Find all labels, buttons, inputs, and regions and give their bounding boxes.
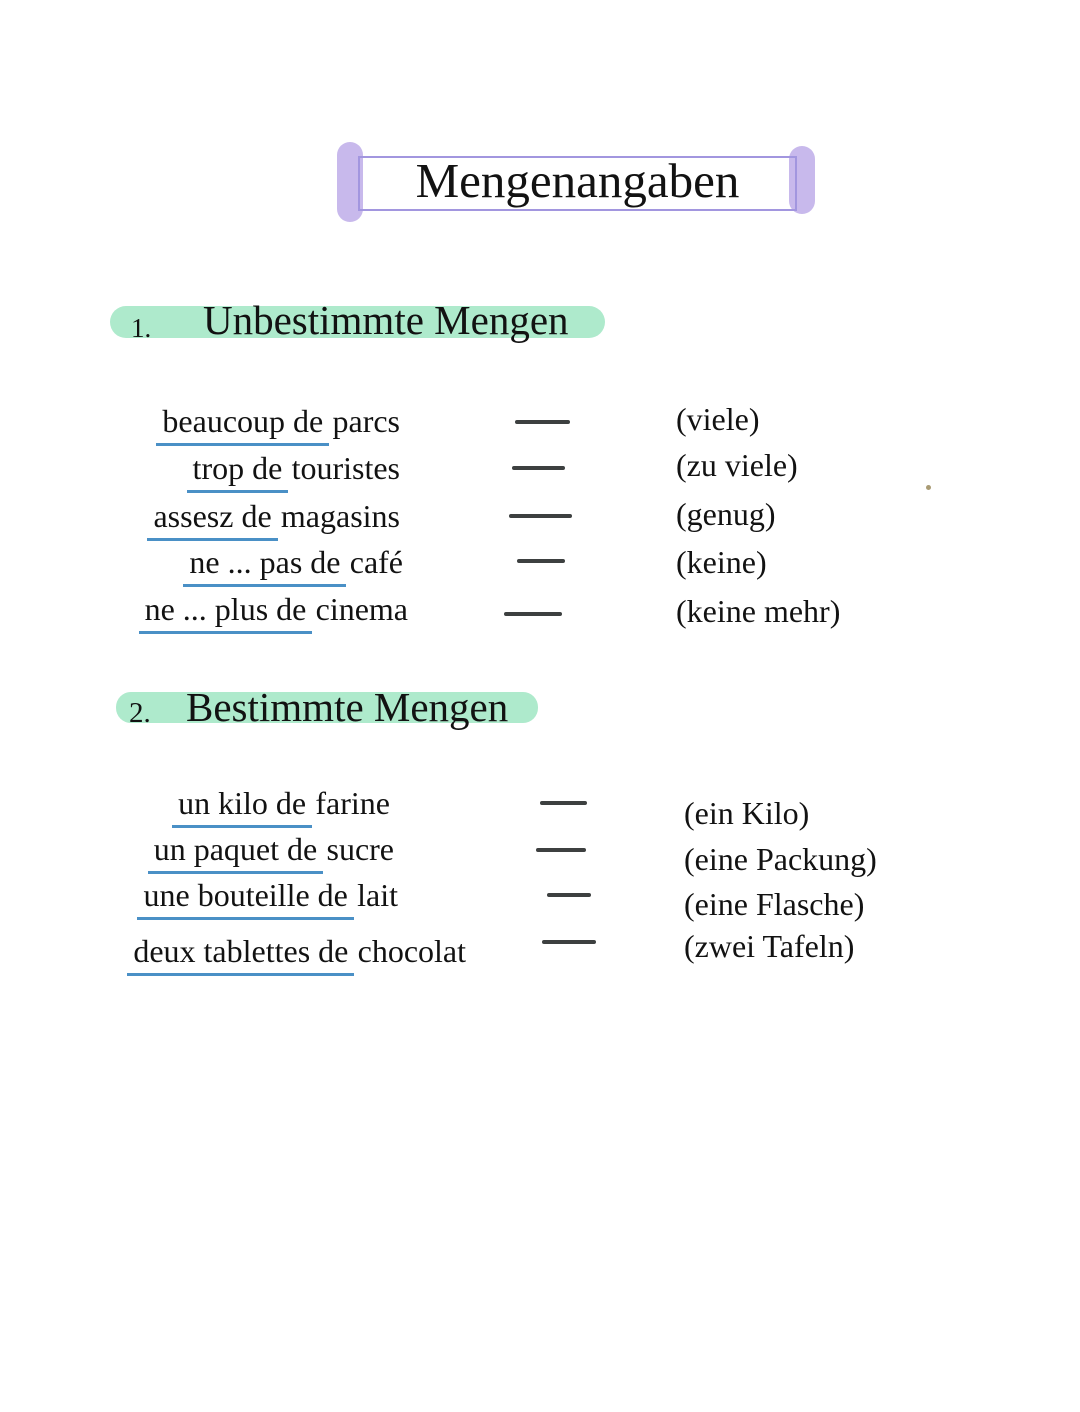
section-1-heading: Unbestimmte Mengen [203, 297, 569, 343]
section-2-number: 2. [129, 697, 151, 729]
phrase-remainder: cinema [315, 591, 408, 627]
phrase-remainder: café [349, 544, 403, 580]
german-translation: (zwei Tafeln) [684, 928, 855, 964]
page-title: Mengenangaben [415, 153, 740, 208]
french-phrase [154, 832, 394, 874]
german-translation: (keine mehr) [676, 593, 841, 629]
underlined-expression: assesz de [147, 499, 277, 541]
fill-in-dash [517, 559, 565, 563]
fill-in-dash [515, 420, 570, 424]
phrase-remainder: sucre [326, 831, 394, 867]
french-phrase [189, 545, 403, 587]
french-phrase [193, 451, 400, 493]
french-phrase [143, 878, 398, 920]
french-phrase [162, 404, 400, 446]
phrase-remainder: touristes [291, 450, 400, 486]
french-phrase [133, 934, 466, 976]
french-phrase [178, 786, 390, 828]
fill-in-dash [547, 893, 591, 897]
underlined-expression: un paquet de [148, 832, 324, 874]
german-translation: (eine Flasche) [684, 886, 865, 922]
phrase-remainder: farine [315, 785, 390, 821]
phrase-remainder: chocolat [357, 933, 466, 969]
fill-in-dash [504, 612, 562, 616]
section-1-number: 1. [131, 313, 152, 343]
german-translation: (keine) [676, 544, 767, 580]
underlined-expression: deux tablettes de [127, 934, 354, 976]
underlined-expression: un kilo de [172, 786, 312, 828]
stray-ink-dot [926, 485, 931, 490]
phrase-remainder: parcs [332, 403, 400, 439]
underlined-expression: une bouteille de [137, 878, 353, 920]
german-translation: (zu viele) [676, 447, 798, 483]
fill-in-dash [512, 466, 565, 470]
fill-in-dash [509, 514, 572, 518]
phrase-remainder: lait [357, 877, 398, 913]
french-phrase [145, 592, 408, 634]
phrase-remainder: magasins [280, 498, 400, 534]
german-translation: (genug) [676, 496, 776, 532]
fill-in-dash [542, 940, 596, 944]
underlined-expression: ne ... pas de [183, 545, 346, 587]
german-translation: (ein Kilo) [684, 795, 810, 831]
fill-in-dash [540, 801, 587, 805]
german-translation: (viele) [676, 401, 760, 437]
french-phrase [153, 499, 400, 541]
underlined-expression: beaucoup de [156, 404, 329, 446]
section-2-heading: Bestimmte Mengen [186, 684, 509, 730]
fill-in-dash [536, 848, 586, 852]
underlined-expression: ne ... plus de [139, 592, 313, 634]
underlined-expression: trop de [187, 451, 289, 493]
german-translation: (eine Packung) [684, 841, 877, 877]
